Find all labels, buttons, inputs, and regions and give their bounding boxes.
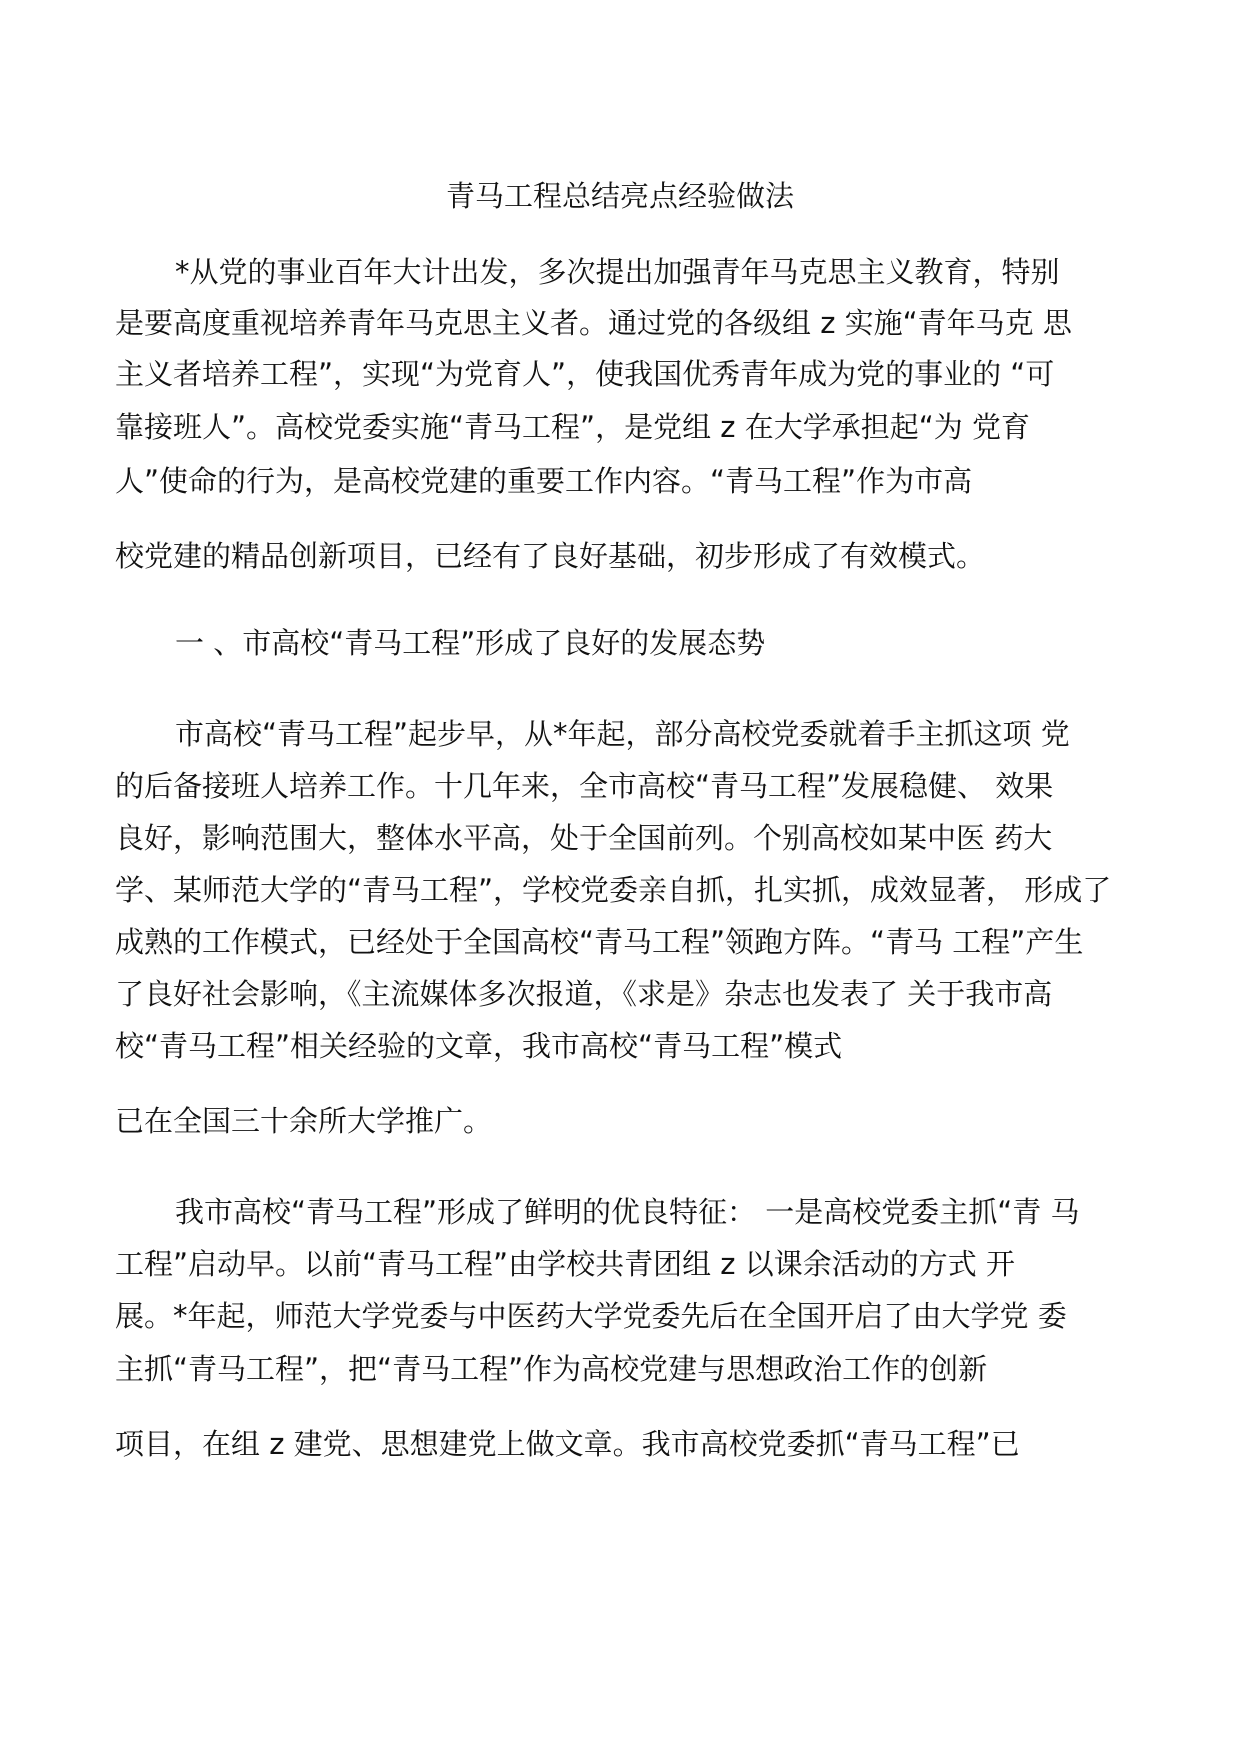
paragraph-2-line-5: 成熟的工作模式，已经处于全国高校“青马工程”领跑方阵。“青马 工程”产生: [115, 925, 1084, 959]
paragraph-3-line-2: 工程”启动早。以前“青马工程”由学校共青团组 z 以课余活动的方式 开: [115, 1247, 1015, 1281]
paragraph-3-line-5: 项目，在组 z 建党、思想建党上做文章。我市高校党委抓“青马工程”已: [115, 1427, 1020, 1461]
paragraph-1-line-1: *从党的事业百年大计出发，多次提出加强青年马克思主义教育，特别: [175, 255, 1060, 289]
document-title: 青马工程总结亮点经验做法: [445, 179, 794, 213]
paragraph-3-line-3: 展。*年起，师范大学党委与中医药大学党委先后在全国开启了由大学党 委: [115, 1299, 1067, 1333]
paragraph-2-line-2: 的后备接班人培养工作。十几年来，全市高校“青马工程”发展稳健、 效果: [115, 769, 1054, 803]
section-heading-1: 一 、市高校“青马工程”形成了良好的发展态势: [175, 626, 766, 660]
paragraph-2-line-4: 学、某师范大学的“青马工程”，学校党委亲自抓，扎实抓，成效显著， 形成了: [115, 873, 1112, 907]
paragraph-2-line-6: 了良好社会影响，《主流媒体多次报道，《求是》杂志也发表了 关于我市高: [115, 977, 1053, 1011]
paragraph-2-line-8: 已在全国三十余所大学推广。: [115, 1104, 493, 1138]
paragraph-1-line-4: 靠接班人”。高校党委实施“青马工程”，是党组 z 在大学承担起“为 党育: [115, 410, 1030, 444]
paragraph-1-line-2: 是要高度重视培养青年马克思主义者。通过党的各级组 z 实施“青年马克 思: [115, 306, 1072, 340]
paragraph-1-line-5: 人”使命的行为，是高校党建的重要工作内容。“青马工程”作为市高: [115, 464, 973, 498]
paragraph-1-line-6: 校党建的精品创新项目，已经有了良好基础，初步形成了有效模式。: [115, 539, 986, 573]
paragraph-3-line-1: 我市高校“青马工程”形成了鲜明的优良特征： 一是高校党委主抓“青 马: [175, 1195, 1080, 1229]
paragraph-2-line-1: 市高校“青马工程”起步早，从*年起，部分高校党委就着手主抓这项 党: [175, 717, 1070, 751]
paragraph-3-line-4: 主抓“青马工程”，把“青马工程”作为高校党建与思想政治工作的创新: [115, 1352, 988, 1386]
paragraph-1-line-3: 主义者培养工程”，实现“为党育人”，使我国优秀青年成为党的事业的 “可: [115, 357, 1055, 391]
paragraph-2-line-3: 良好，影响范围大，整体水平高，处于全国前列。个别高校如某中医 药大: [115, 821, 1053, 855]
paragraph-2-line-7: 校“青马工程”相关经验的文章，我市高校“青马工程”模式: [115, 1029, 843, 1063]
